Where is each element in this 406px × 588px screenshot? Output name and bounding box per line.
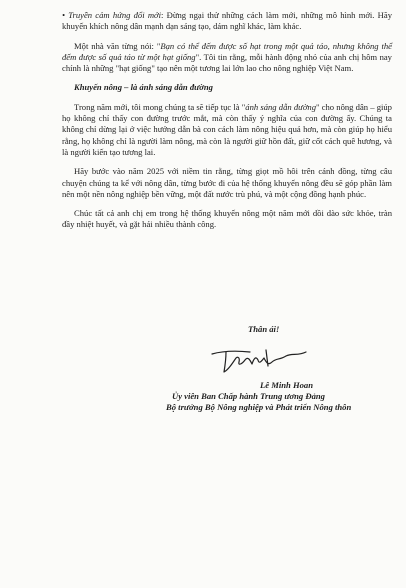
signer-name: Lê Minh Hoan xyxy=(260,380,314,390)
quote-text: Bạn có thể đếm được số hạt trong một quả táo, nhưng không thể đếm được số quả táo từ một hạt giống xyxy=(62,40,392,62)
section-heading xyxy=(62,82,392,93)
closing-line: Thân ái! xyxy=(248,324,280,334)
light-italic: ánh sáng dẫn đường xyxy=(245,101,317,112)
bullet-paragraph xyxy=(62,10,392,33)
quote-pre: Một nhà văn từng nói: " xyxy=(74,40,161,51)
wish-paragraph: Chúc tất cả anh chị em trong hệ thống khuyến nông một năm mới dồi dào sức khỏe, tràn đầy nhiệt huyết, và gặt hái nhiều thành công. xyxy=(62,208,392,230)
letter-body xyxy=(62,10,392,239)
heading-text: Khuyến nông – là ánh sáng dẫn đường xyxy=(74,82,213,93)
year-paragraph: Hãy bước vào năm 2025 với niềm tin rằng, từng giọt mồ hôi trên cánh đồng, từng câu chuyện chúng ta kể với nông dân, từng bước đi của hệ thống khuyến nông đều sẽ góp phần làm nên một nền nông nghiệp bền vững, một đất nước trù phú, và một cộng đồng hạnh phúc. xyxy=(62,166,392,199)
signer-title-ministry: Bộ trưởng Bộ Nông nghiệp và Phát triển Nông thôn xyxy=(166,402,352,412)
bullet-text: : Đừng ngại thử những cách làm mới, những mô hình mới. Hãy khuyến khích nông dân mạnh dạn sáng tạo, dám nghĩ khác, làm khác. xyxy=(62,10,392,32)
signer-title-party: Ủy viên Ban Chấp hành Trung ương Đảng xyxy=(172,391,325,401)
light-post: " cho nông dân – giúp họ không chỉ thấy con đường trước mắt, mà còn thấy ý nghĩa của con đường ấy. Chúng ta không chỉ dừng lại ở việc hướng dẫn bà con cách làm nông hiệu quả hơn, mà còn giúp họ hiểu rằng, họ không chỉ là người làm nông, mà còn là người giữ hồn đất, giữ cốt cách quê hương, và là người kiến tạo tương lai. xyxy=(62,101,392,157)
signature-icon xyxy=(206,342,326,376)
quote-post: ". Tôi tin rằng, mỗi hành động nhỏ của anh chị hôm nay chính là những "hạt giống" tạo nên một tương lai lớn lao cho nông nghiệp Việt Nam. xyxy=(62,51,392,74)
quote-paragraph xyxy=(62,41,392,75)
light-pre: Trong năm mới, tôi mong chúng ta sẽ tiếp tục là " xyxy=(74,101,246,112)
bullet-lead: • Truyền cảm hứng đổi mới xyxy=(62,10,162,20)
light-paragraph xyxy=(62,102,392,158)
